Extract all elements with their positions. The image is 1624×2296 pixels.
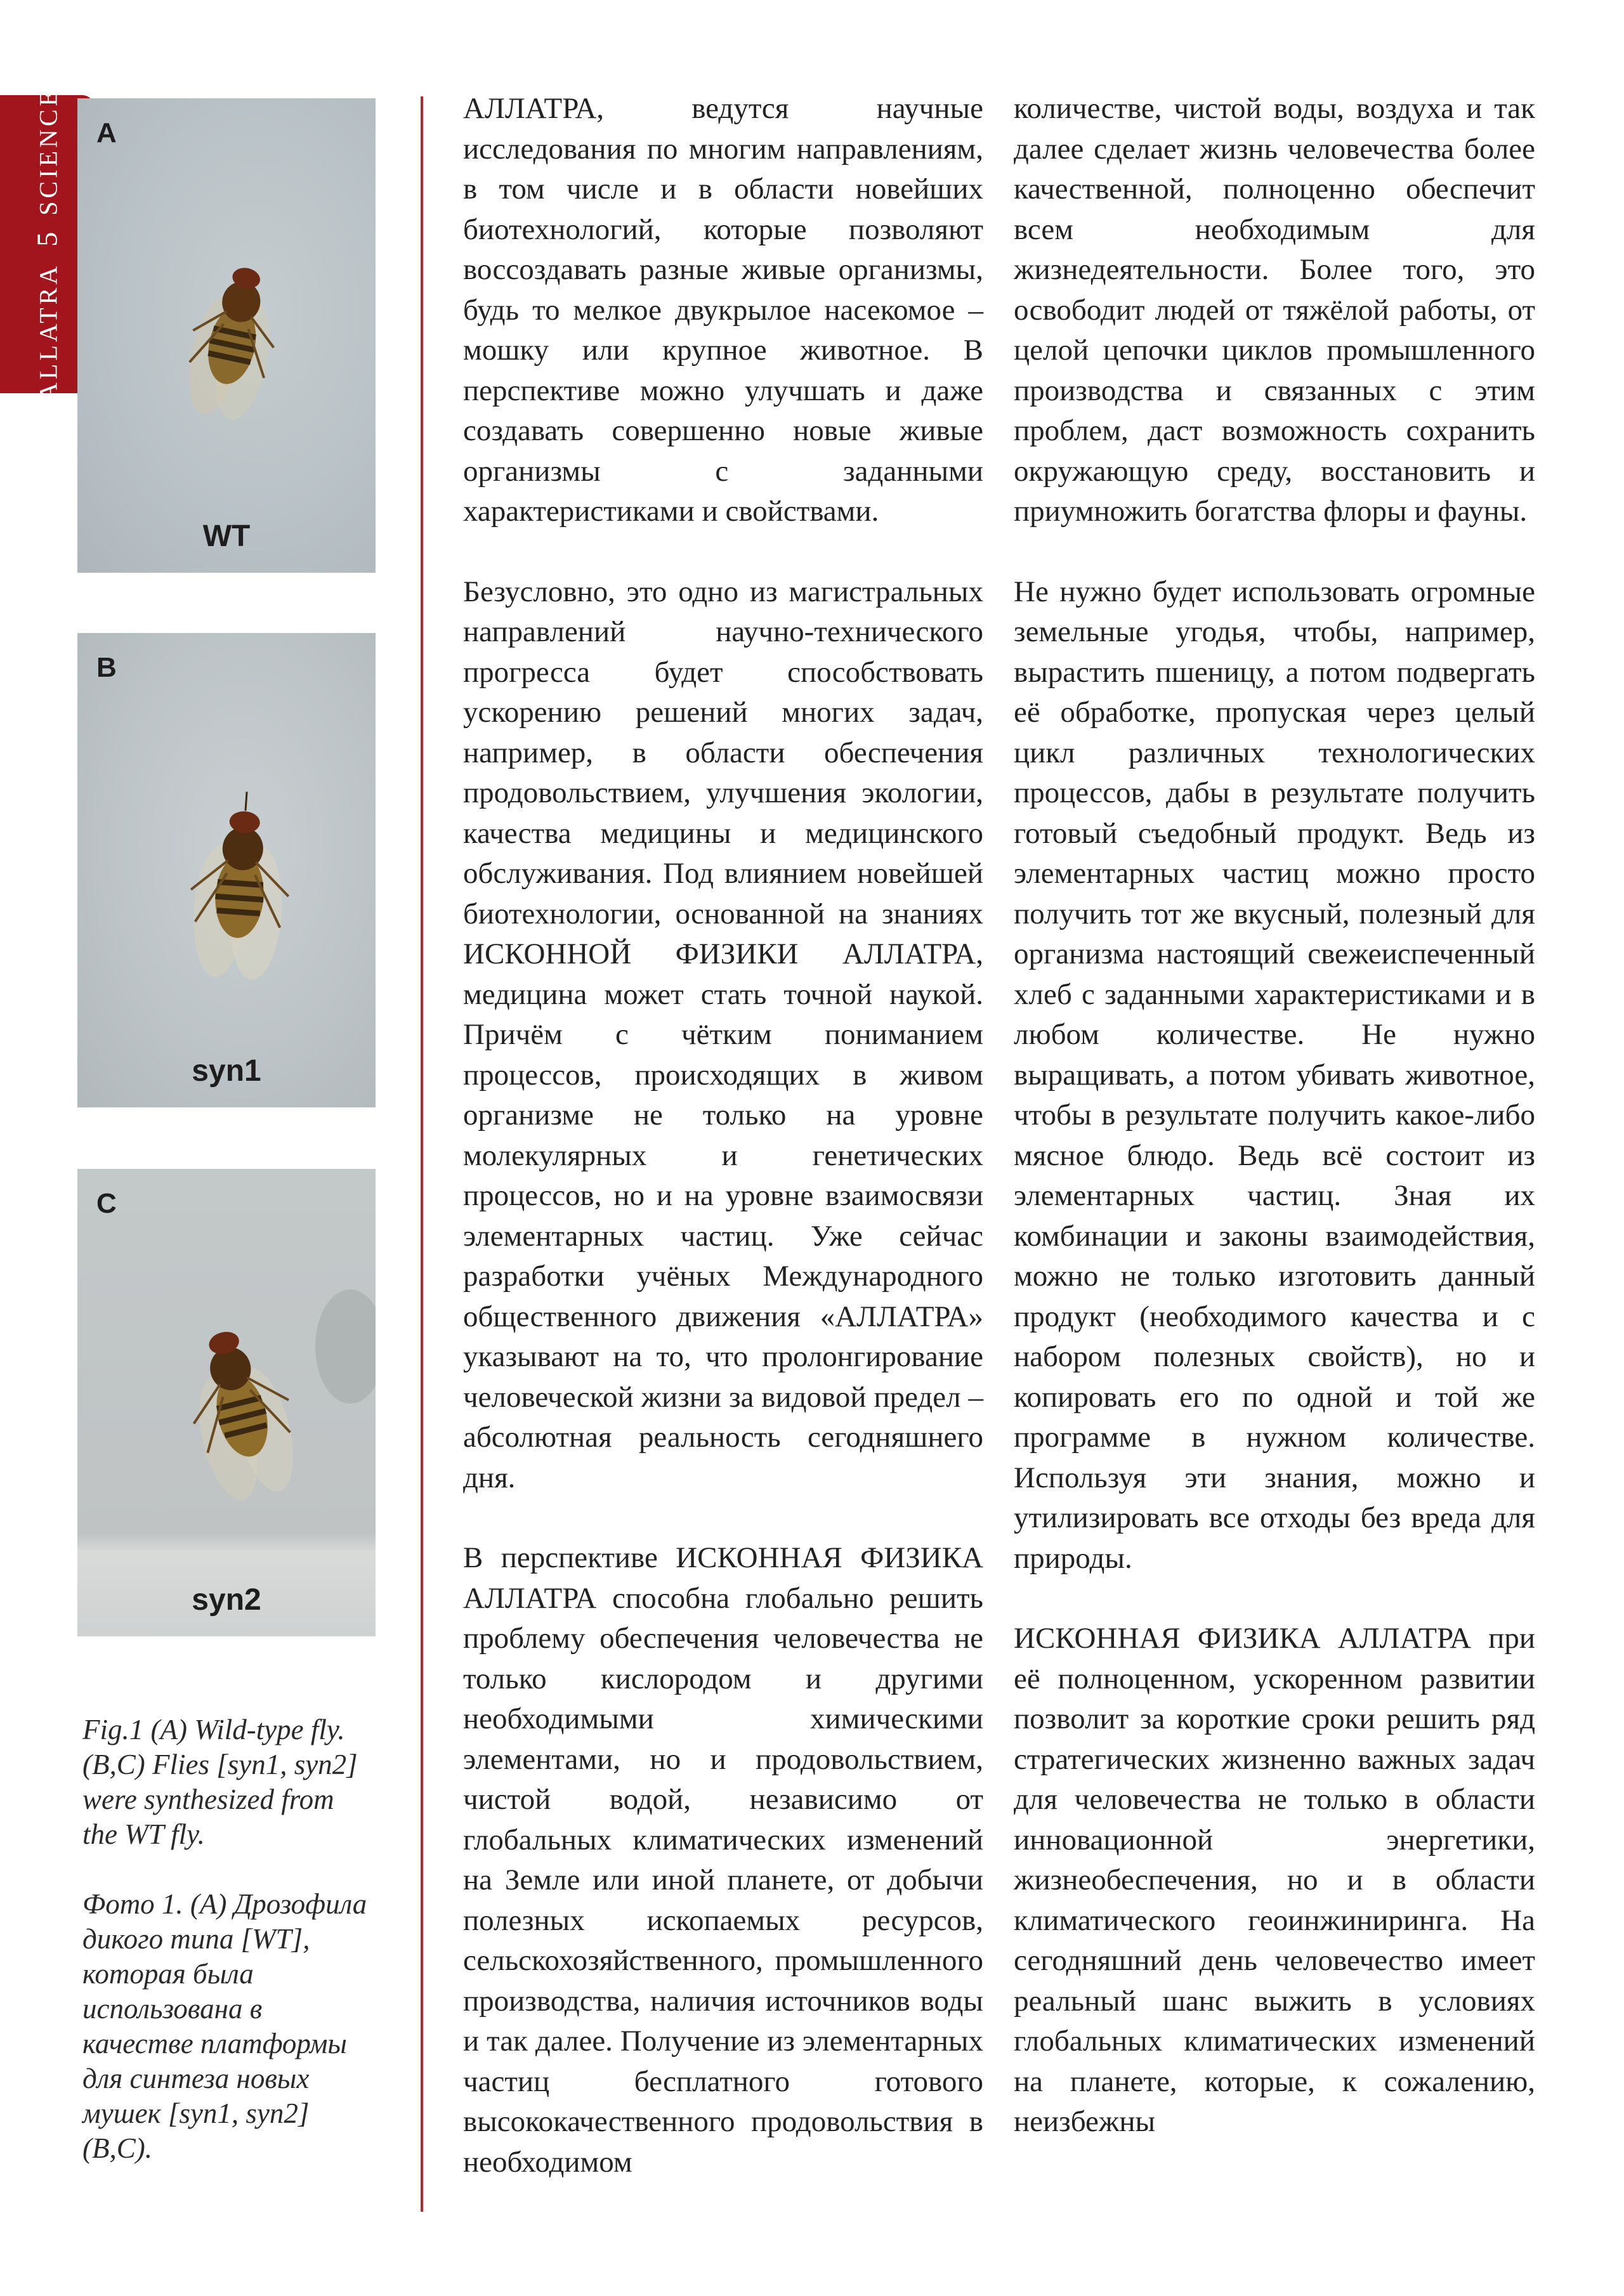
paragraph: количестве, чистой воды, воздуха и так далее сделает жизнь человечества более качественной, полноценно обеспечит всем необходимым для жизнедеятельности. Более того, это освободит людей от тяжёлой работы, от целой цепочки циклов промышленного производства и связанных с этим проблем, даст возможность сохранить окружающую среду, восстановить и приумножить богатства флоры и фауны. xyxy=(1014,92,1535,528)
caption-english: Fig.1 (A) Wild-type fly. (B,C) Flies [syn1, syn2] were synthesized from the WT fly. xyxy=(82,1714,358,1850)
panel-letter: A xyxy=(96,117,117,148)
photo-panel-c xyxy=(77,1169,376,1636)
panel-label: WT xyxy=(202,519,251,553)
paragraph: Не нужно будет использовать огромные земельные угодья, чтобы, например, вырастить пшеницу, а потом подвергать её обработке, пропуская через целый цикл различных технологических процессов, дабы в результате получить готовый съедобный продукт. Ведь из элементарных частиц можно просто получить тот же вкусный, полезный для организма настоящий свежеиспеченный хлеб с заданными характеристиками и в любом количестве. Не нужно выращивать, а потом убивать животное, чтобы в результате получить какое-либо мясное блюдо. Ведь всё состоит из элементарных частиц. Зная их комбинации и законы взаимодействия, можно не только изготовить данный продукт (необходимого качества и с набором полезных свойств), но и копировать его по одной и той же программе в нужном количестве. Используя эти знания, можно и утилизировать все отходы без вреда для природы. xyxy=(1014,575,1535,1575)
paragraph: ИСКОННАЯ ФИЗИКА АЛЛАТРА при её полноценном, ускоренном развитии позволит за короткие сроки решить ряд стратегических жизненно важных задач для человечества не только в области инновационной энергетики, жизнеобеспечения, но и в области климатического геоинжиниринга. На сегодняшний день человечество имеет реальный шанс выжить в условиях глобальных климатических изменений на планете, которые, к сожалению, неизбежны xyxy=(1014,1622,1535,2138)
panel-letter: C xyxy=(96,1188,117,1219)
magazine-name-left: ALLATRA xyxy=(34,263,63,401)
fly-image-wt xyxy=(77,98,376,573)
paragraph: Безусловно, это одно из магистральных направлений научно-технического прогресса будет способствовать ускорению решений многих задач, например, в области обеспечения продовольствием, улучшения экологии, качества медицины и медицинского обслуживания. Под влиянием новейшей биотехнологии, основанной на знаниях ИСКОННОЙ ФИЗИКИ АЛЛАТРА, медицина может стать точной наукой. Причём с чётким пониманием процессов, происходящих в живом организме не только на уровне молекулярных и генетических процессов, но и на уровне взаимосвязи элементарных частиц. Уже сейчас разработки учёных Международного общественного движения «АЛЛАТРА» указывают на то, что пролонгирование человеческой жизни за видовой предел – абсолютная реальность сегодняшнего дня. xyxy=(463,575,983,1494)
caption-russian: Фото 1. (A) Дрозофила дикого типа [WT], которая была использована в качестве платформы для синтеза новых мушек [syn1, syn2] (B,C). xyxy=(82,1888,367,2164)
magazine-name-right: SCIENCE xyxy=(34,88,63,216)
fly-image-syn2 xyxy=(77,1169,376,1636)
text-column-1 xyxy=(463,89,983,2222)
panel-label: syn2 xyxy=(192,1583,261,1617)
photo-panel-a xyxy=(77,98,376,573)
figure-caption xyxy=(82,1712,374,2201)
photo-panel-b xyxy=(77,633,376,1107)
text-column-2 xyxy=(1014,89,1535,2182)
paragraph: АЛЛАТРА, ведутся научные исследования по многим направлениям, в том числе и в области новейших биотехнологий, которые позволяют воссоздавать разные живые организмы, будь то мелкое двукрылое насекомое – мошку или крупное животное. В перспективе можно улучшать и даже создавать совершенно новые живые организмы с заданными характеристиками и свойствами. xyxy=(463,92,983,528)
page-number: 5 xyxy=(30,232,63,247)
header-title xyxy=(30,88,64,401)
panel-letter: B xyxy=(96,652,117,683)
fly-image-syn1 xyxy=(77,633,376,1107)
panel-label: syn1 xyxy=(192,1054,261,1088)
paragraph: В перспективе ИСКОННАЯ ФИЗИКА АЛЛАТРА способна глобально решить проблему обеспечения человечества не только кислородом и другими необходимыми химическими элементами, но и продовольствием, чистой водой, независимо от глобальных климатических изменений на Земле или иной планете, от добычи полезных ископаемых ресурсов, сельскохозяйственного, промышленного производства, наличия источников воды и так далее. Получение из элементарных частиц бесплатного готового высококачественного продовольствия в необходимом xyxy=(463,1541,983,2179)
column-divider xyxy=(421,96,423,2212)
